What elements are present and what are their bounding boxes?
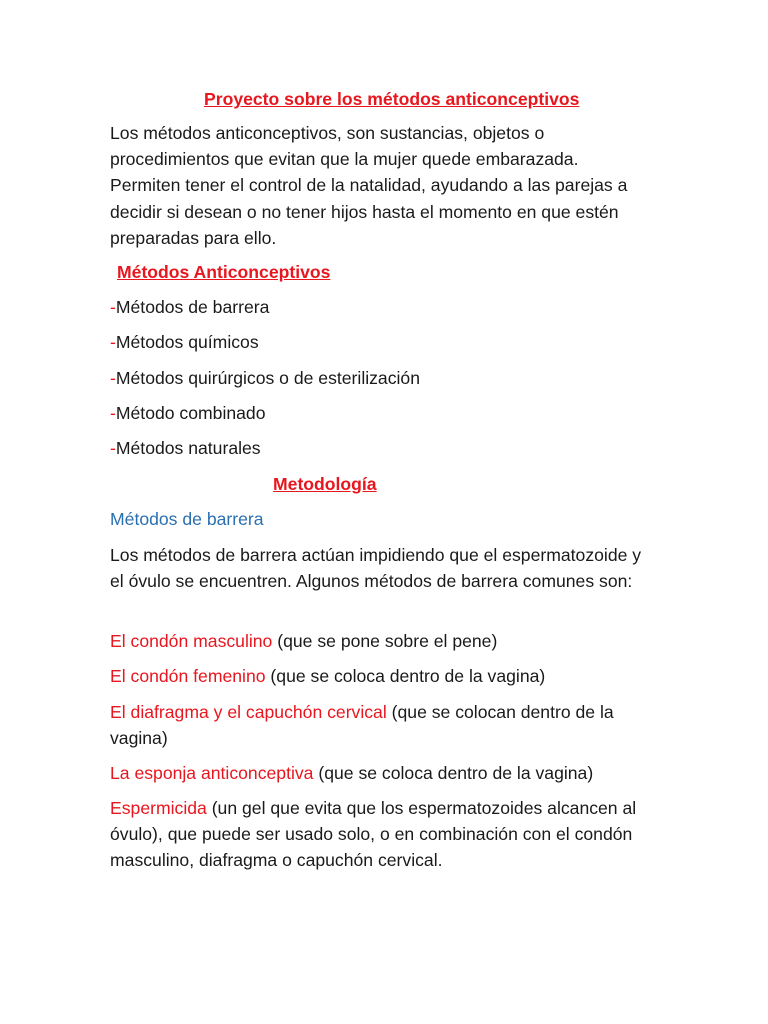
barrier-desc: (que se coloca dentro de la vagina) (313, 763, 594, 783)
barrier-item (110, 760, 650, 786)
list-item-text: Métodos químicos (115, 332, 259, 352)
barrier-term: El diafragma y el capuchón cervical (110, 702, 387, 722)
list-dash: - (110, 332, 116, 352)
metodologia-heading: Metodología (273, 474, 377, 494)
list-dash: - (110, 368, 116, 388)
intro-paragraph: Los métodos anticonceptivos, son sustancias, objetos o procedimientos que evitan que la mujer quede embarazada. Permiten tener el control de la natalidad, ayudando a las parejas a decidir si desean o no tener hijos hasta el momento en que estén preparadas para ello. (110, 123, 628, 248)
barrier-term: El condón masculino (110, 631, 273, 651)
methods-list-item (110, 294, 650, 320)
methods-list-item (110, 329, 650, 355)
barrier-item (110, 699, 650, 751)
methods-list-item (110, 435, 650, 461)
methods-list-item (110, 365, 650, 391)
barrera-subheading: Métodos de barrera (110, 509, 264, 529)
list-item-text: Métodos naturales (115, 438, 261, 458)
barrier-item (110, 663, 650, 689)
barrier-term: La esponja anticonceptiva (110, 763, 314, 783)
list-dash: - (110, 403, 116, 423)
list-item-text: Métodos quirúrgicos o de esterilización (115, 368, 420, 388)
list-item-text: Método combinado (115, 403, 266, 423)
methods-list-item (110, 400, 650, 426)
barrier-desc: (que se colocan dentro de la vagina) (110, 702, 614, 749)
barrier-desc: (que se pone sobre el pene) (272, 631, 498, 651)
barrera-intro-paragraph: Los métodos de barrera actúan impidiendo que el espermatozoide y el óvulo se encuentren. Algunos métodos de barrera comunes son: (110, 545, 642, 592)
barrier-desc: (un gel que evita que los espermatozoides alcancen al óvulo), que puede ser usado solo, o en combinación con el condón masculino, diafragma o capuchón cervical. (110, 798, 637, 871)
barrier-desc: (que se coloca dentro de la vagina) (265, 666, 546, 686)
barrier-item (110, 795, 650, 874)
list-dash: - (110, 297, 116, 317)
barrier-term: El condón femenino (110, 666, 266, 686)
barrier-term: Espermicida (110, 798, 207, 818)
list-item-text: Métodos de barrera (115, 297, 270, 317)
anticonceptivos-heading: Métodos Anticonceptivos (117, 262, 331, 282)
barrier-item (110, 628, 650, 654)
list-dash: - (110, 438, 116, 458)
page-title: Proyecto sobre los métodos anticonceptivos (204, 89, 580, 109)
